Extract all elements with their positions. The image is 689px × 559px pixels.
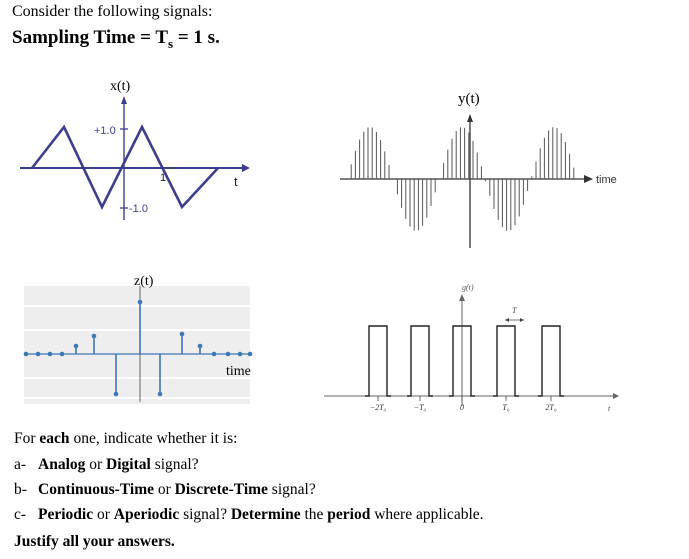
question-b: b- Continuous-Time or Discrete-Time signal? (14, 481, 316, 498)
g-axis-label: t (608, 404, 611, 413)
z-sample-point (248, 352, 253, 357)
z-sample-point (226, 352, 231, 357)
z-sample-point (198, 344, 203, 349)
g-signal-plot (322, 278, 622, 423)
x-neg-label: -1.0 (129, 203, 148, 215)
z-sample-point (92, 334, 97, 339)
z-sample-point (48, 352, 53, 357)
g-pulses (365, 326, 564, 401)
g-pulse (493, 326, 519, 396)
g-tick-label: 0 (460, 403, 464, 412)
sampling-time-heading: Sampling Time = $T_s = 1$ s. (12, 27, 220, 51)
z-axis-label: time (226, 364, 251, 379)
z-sample-point (36, 352, 41, 357)
z-sample-point (60, 352, 65, 357)
g-width-label: T (512, 306, 517, 315)
x-axis-label: t (234, 174, 238, 189)
g-pulse (365, 326, 391, 396)
g-pulse (538, 326, 564, 396)
z-sample-point (238, 352, 243, 357)
intro-text: Consider the following signals: (12, 3, 213, 20)
g-tick-labels (370, 403, 557, 412)
z-sample-point (138, 300, 143, 305)
x-signal-plot (18, 70, 258, 230)
z-sample-point (180, 332, 185, 337)
question-c: c- Periodic or Aperiodic signal? Determine the period where applicable. (14, 506, 484, 523)
z-sample-point (212, 352, 217, 357)
g-tick-label: 2T₀ (545, 403, 557, 412)
x-pos-label: +1.0 (94, 125, 116, 137)
question-a: a- Analog or Digital signal? (14, 456, 199, 473)
g-plot-title: g(t) (462, 283, 474, 292)
z-sample-point (24, 352, 29, 357)
z-sample-point (114, 392, 119, 397)
y-plot-title: y(t) (458, 91, 480, 107)
g-tick-label: −2T₀ (369, 403, 387, 412)
z-signal-plot (18, 270, 258, 410)
g-pulse (407, 326, 433, 396)
x-tick-label: 1 (160, 172, 167, 184)
z-plot-title: z(t) (134, 274, 154, 289)
question-intro: For each one, indicate whether it is: (14, 430, 238, 447)
g-tick-label: −T₀ (413, 403, 427, 412)
g-tick-label: T₀ (502, 403, 510, 412)
y-axis-label: time (596, 174, 617, 186)
x-plot-title: x(t) (110, 79, 131, 94)
z-sample-point (158, 392, 163, 397)
justify-text: Justify all your answers. (14, 533, 175, 550)
y-signal-plot (335, 85, 635, 255)
z-sample-point (74, 344, 79, 349)
